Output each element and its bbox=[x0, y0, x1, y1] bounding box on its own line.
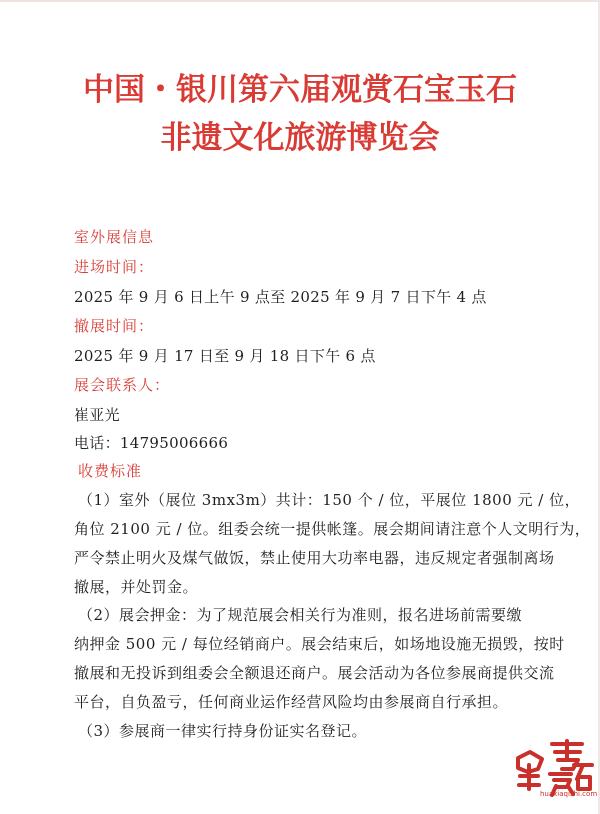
document-title-line-1: 中国・银川第六届观赏石宝玉石 bbox=[83, 72, 517, 108]
entry-time-value: 2025 年 9 月 6 日上午 9 点至 2025 年 9 月 7 日下午 4 点 bbox=[74, 288, 487, 306]
withdraw-time-heading: 撤展时间： bbox=[74, 317, 155, 335]
paragraph-2-line-1: （2）展会押金：为了规范展会相关行为准则，报名进场前需要缴 bbox=[78, 606, 523, 624]
paragraph-2-line-4: 平台，自负盈亏，任何商业运作经营风险均由参展商自行承担。 bbox=[74, 693, 509, 711]
paragraph-1-line-1: （1）室外（展位 3mx3m）共计：150 个 / 位，平展位 1800 元 / 位， bbox=[78, 491, 581, 509]
paragraph-1-line-3: 严令禁止明火及煤气做饭，禁止使用大功率电器，违反规定者强制离场 bbox=[74, 549, 555, 567]
paragraph-2-line-3: 撤展和无投诉到组委会全额退还商户。展会活动为各位参展商提供交流 bbox=[74, 664, 555, 682]
top-border bbox=[0, 0, 600, 2]
watermark-site-text: huaxiaqishi.com bbox=[540, 790, 598, 798]
paragraph-1-line-4: 撤展，并处罚金。 bbox=[74, 578, 199, 596]
paragraph-1-line-2: 角位 2100 元 / 位。组委会统一提供帐篷。展会期间请注意个人文明行为， bbox=[74, 520, 591, 538]
withdraw-time-value: 2025 年 9 月 17 日至 9 月 18 日下午 6 点 bbox=[74, 347, 376, 365]
fee-standard-heading: 收费标准 bbox=[78, 462, 143, 480]
paragraph-2-line-2: 纳押金 500 元 / 每位经销商户。展会结束后，如场地设施无损毁，按时 bbox=[74, 635, 565, 653]
outdoor-section-heading: 室外展信息 bbox=[74, 228, 155, 246]
brand-watermark bbox=[510, 734, 598, 798]
entry-time-heading: 进场时间： bbox=[74, 258, 155, 276]
document-title-line-2: 非遗文化旅游博览会 bbox=[160, 120, 440, 156]
contact-name: 崔亚光 bbox=[74, 406, 120, 424]
contact-phone: 电话：14795006666 bbox=[74, 434, 229, 452]
contact-heading: 展会联系人： bbox=[74, 376, 171, 394]
watermark-brand-text bbox=[510, 734, 598, 798]
paragraph-3-line-1: （3）参展商一律实行持身份证实名登记。 bbox=[78, 722, 368, 740]
